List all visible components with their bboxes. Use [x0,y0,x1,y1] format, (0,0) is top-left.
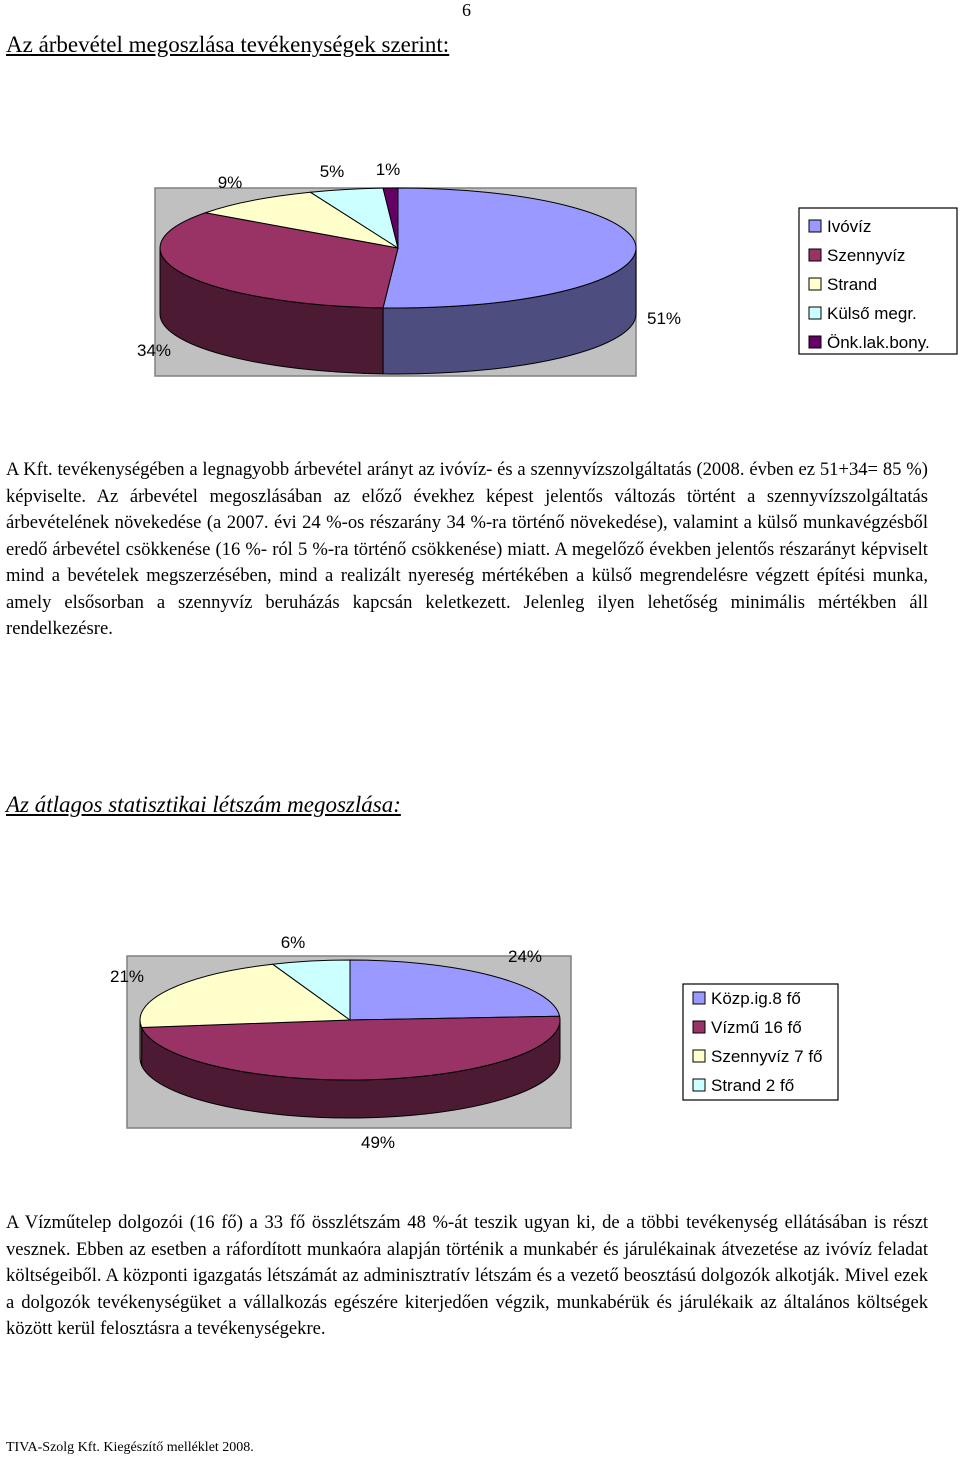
legend-swatch [809,307,821,319]
paragraph-line: járulékaik az általános költségek között kerül felosztásra a tevékenységekre. [6,1291,928,1339]
data-label: 49% [360,1133,396,1152]
legend-label: Közp.ig.8 fő [711,989,801,1008]
footer-text: TIVA-Szolg Kft. Kiegészítő melléklet 2008. [6,1440,254,1455]
legend-label: Vízmű 16 fő [711,1018,802,1037]
legend-swatch [809,278,821,290]
legend [683,984,838,1100]
legend-label: Szennyvíz 7 fő [711,1047,823,1066]
paragraph-line: A Vízműtelep dolgozói (16 fő) a 33 fő összlétszám 48 %-át teszik ugyan ki, de a többi tevékenység [6,1212,785,1233]
legend-swatch [809,249,821,261]
legend-label: Külső megr. [827,304,917,323]
paragraph-line: A központi igazgatás létszámát az adminisztratív létszám és a vezető beosztású dolgozók alkotják. [105,1265,845,1286]
legend-label: Strand 2 fő [711,1076,795,1095]
data-label: 1% [375,160,401,179]
paragraph-line: szennyvíz beruházás kapcsán keletkezett. Jelenleg ilyen lehetőség minimális mértékben áll [178,591,928,613]
legend-swatch [693,1021,705,1033]
paragraph-line: Mivel ezek a dolgozók tevékenységüket a vállalkozás egészére kiterjedően végzik, munkabérük és [6,1265,928,1313]
headcount-paragraph [6,1210,928,1343]
paragraph-line: ellátásában is részt vesznek. Ebben az esetben a ráfordított munkaóra alapján történik a munkabér [6,1212,929,1260]
data-label: 6% [280,933,306,952]
paragraph-line: A Kft. tevékenységében a legnagyobb árbevétel arányt az ivóvíz- és a szennyvízszolgáltatás (2008. [6,459,750,480]
legend-swatch [693,1050,705,1062]
revenue-pie-chart [0,140,960,400]
data-label: 5% [319,162,345,181]
headcount-pie-chart [0,920,960,1170]
legend-swatch [809,220,821,232]
data-label: 9% [217,173,243,192]
paragraph-line: A megelőző években jelentős részarányt képviselt mind a bevételek megszerzésében, mind a [6,538,928,586]
legend-label: Önk.lak.bony. [827,333,930,352]
paragraph-line: realizált nyereség mértékében a külső megrendelésre végzett építési munka, amely elsősorban a [6,565,928,613]
paragraph-line: változás történt a szennyvízszolgáltatás árbevételének növekedése (a 2007. évi 24 %-os részarány [6,485,928,533]
legend [799,208,957,354]
legend-swatch [693,1079,705,1091]
revenue-paragraph [6,457,928,643]
data-label: 51% [646,309,682,328]
paragraph-line: 34 %-ra történő növekedése), valamint a külső munkavégzésből eredő árbevétel csökkenése (16 %- [6,512,928,560]
legend-label: Szennyvíz [827,246,906,265]
paragraph-line: rendelkezésre. [6,618,113,639]
legend-swatch [809,336,821,348]
section-heading-headcount: Az átlagos statisztikai létszám megoszlása: [6,792,401,817]
data-label: 34% [136,341,172,360]
data-label: 21% [109,967,145,986]
legend-swatch [693,992,705,1004]
section-heading-revenue: Az árbevétel megoszlása tevékenységek szerint: [6,32,450,57]
legend-label: Strand [827,275,878,294]
data-label: 24% [507,947,543,966]
paragraph-line: évben ez 51+34= 85 %) képviselte. Az árbevétel megoszlásában az előző évekhez képest jelentős [6,459,928,507]
paragraph-line: ról 5 %-ra történő csökkenése) miatt. [272,538,555,560]
legend-label: Ivóvíz [827,217,872,236]
page-number: 6 [462,0,471,20]
paragraph-line: és járulékainak átvezetése az ivóvíz feladat költségeiből. [6,1238,929,1286]
